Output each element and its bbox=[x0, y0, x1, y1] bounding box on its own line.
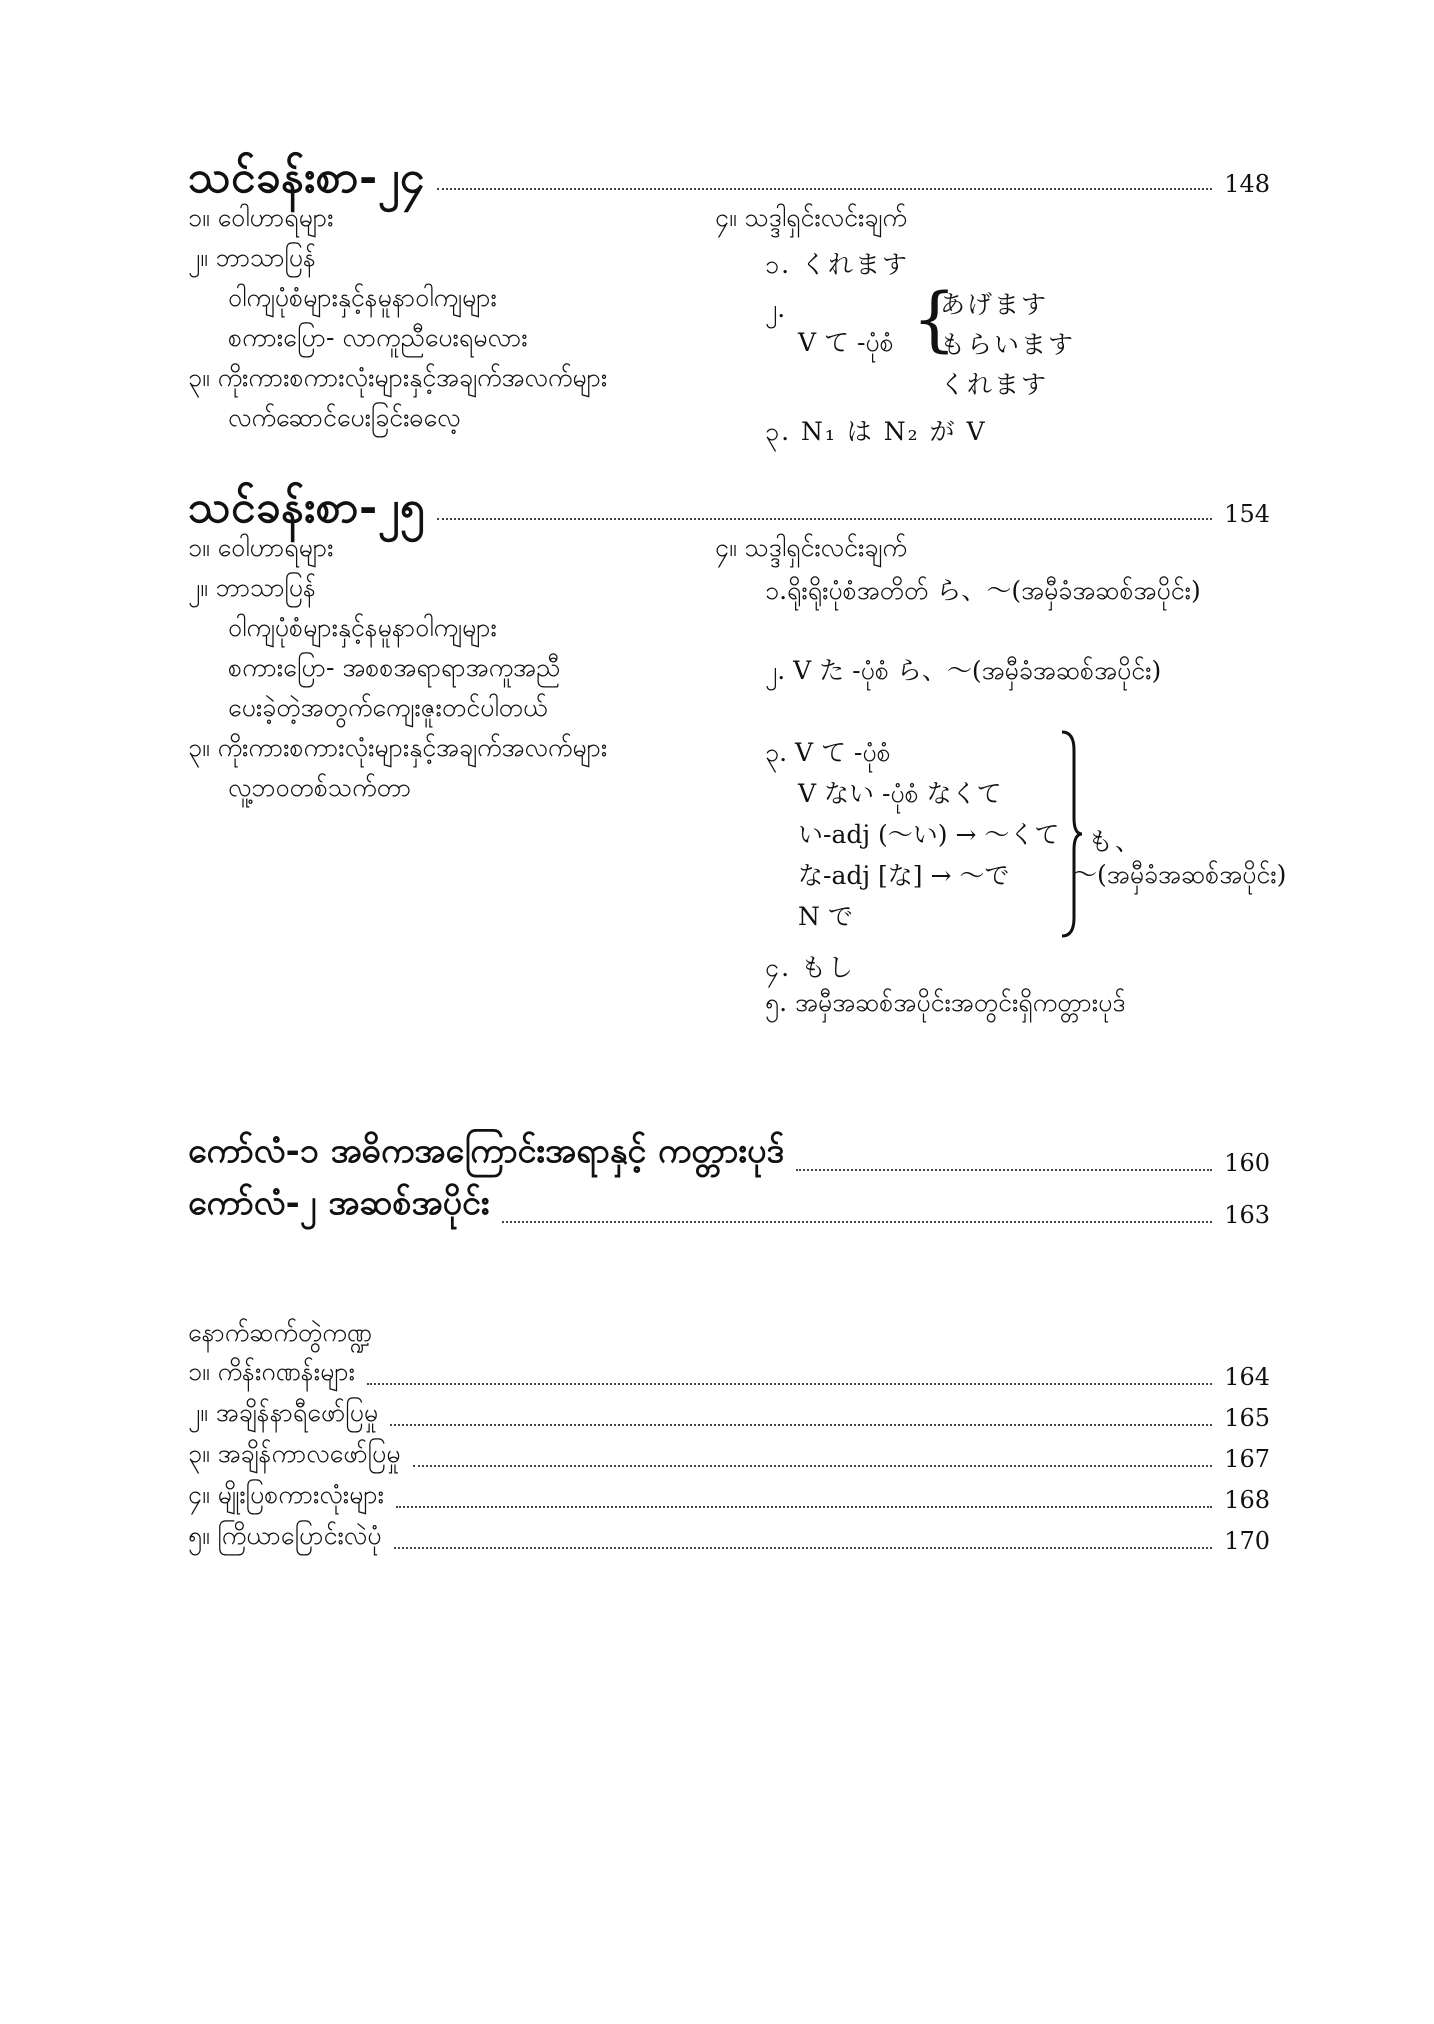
toc-subentry[interactable]: ၁.ရိုးရိုးပုံစံအတိတ် ら、～(အမှီခံအဆစ်အပိုင်း) bbox=[765, 576, 1201, 605]
toc-subentry[interactable]: ဝါကျပုံစံများနှင့်နမူနာဝါကျများ bbox=[228, 283, 497, 312]
back-matter-label: ၁။ ကိန်းဂဏန်းများ bbox=[188, 1357, 355, 1386]
closing-brace bbox=[1060, 730, 1084, 938]
toc-subentry[interactable]: ၂. V た -ပုံစံ ら、～(အမှီခံအဆစ်အပိုင်း) bbox=[765, 656, 1162, 685]
appendix-entry[interactable] bbox=[188, 1128, 1270, 1179]
verb-option: くれます bbox=[940, 370, 1049, 399]
back-matter-entry[interactable] bbox=[188, 1520, 1270, 1557]
toc-entry[interactable]: ၂။ ဘာသာပြန် bbox=[188, 573, 316, 602]
toc-subentry[interactable]: လက်ဆောင်ပေးခြင်းဓလေ့ bbox=[228, 403, 461, 432]
appendix-entry[interactable] bbox=[188, 1180, 1270, 1231]
leader-dots bbox=[390, 1424, 1212, 1426]
form-line: い-adj (～い) → ～くて bbox=[798, 820, 1060, 849]
toc-entry[interactable]: ၃။ ကိုးကားစကားလုံးများနှင့်အချက်အလက်များ bbox=[188, 363, 608, 392]
back-matter-page: 168 bbox=[1224, 1486, 1270, 1514]
lesson-25-heading[interactable] bbox=[188, 470, 1270, 533]
back-matter-page: 164 bbox=[1224, 1363, 1270, 1391]
appendix-page: 163 bbox=[1224, 1201, 1270, 1229]
form-line: N で bbox=[798, 902, 853, 931]
toc-subentry[interactable]: ၁. くれます bbox=[765, 250, 909, 279]
back-matter-heading: နောက်ဆက်တွဲကဏ္ဍ bbox=[188, 1318, 372, 1347]
back-matter-label: ၄။ မျိုးပြစကားလုံးများ bbox=[188, 1480, 385, 1509]
back-matter-entry[interactable] bbox=[188, 1356, 1270, 1393]
back-matter-entry[interactable] bbox=[188, 1397, 1270, 1434]
leader-dots bbox=[796, 1169, 1212, 1171]
verb-option: あげます bbox=[940, 290, 1049, 319]
toc-subentry[interactable]: ၃. N₁ は N₂ が V bbox=[765, 417, 987, 446]
leader-dots bbox=[437, 518, 1212, 520]
toc-subentry[interactable]: ၃. V て -ပုံစံ bbox=[765, 738, 891, 767]
lesson-24-heading[interactable] bbox=[188, 140, 1270, 203]
back-matter-label: ၅။ ကြိယာပြောင်းလဲပုံ bbox=[188, 1521, 382, 1550]
lesson-25-page: 154 bbox=[1224, 500, 1270, 528]
leader-dots bbox=[437, 188, 1212, 190]
back-matter-page: 170 bbox=[1224, 1527, 1270, 1555]
back-matter-page: 167 bbox=[1224, 1445, 1270, 1473]
toc-subentry[interactable]: လူ့ဘဝတစ်သက်တာ bbox=[228, 773, 412, 802]
leader-dots bbox=[502, 1221, 1213, 1223]
toc-subentry-number: ၂. bbox=[765, 294, 786, 323]
back-matter-page: 165 bbox=[1224, 1404, 1270, 1432]
toc-entry[interactable]: ၂။ ဘာသာပြန် bbox=[188, 243, 316, 272]
back-matter-label: ၂။ အချိန်နာရီဖော်ပြမှု bbox=[188, 1398, 379, 1427]
lesson-24-title: သင်ခန်းစာ-၂၄ bbox=[188, 152, 426, 203]
back-matter-entry[interactable] bbox=[188, 1438, 1270, 1475]
form-line: な-adj [な] → ～で bbox=[798, 861, 1010, 890]
back-matter-entry[interactable] bbox=[188, 1479, 1270, 1516]
toc-subentry[interactable]: ၄. もし bbox=[765, 953, 855, 982]
lesson-24-page: 148 bbox=[1224, 170, 1270, 198]
form-line: V ない -ပုံစံ なくて bbox=[798, 779, 1002, 808]
leader-dots bbox=[367, 1383, 1212, 1385]
toc-entry[interactable]: ၁။ ဝေါဟာရများ bbox=[188, 533, 334, 562]
curly-brace: { bbox=[912, 278, 957, 360]
toc-entry[interactable]: ၃။ ကိုးကားစကားလုံးများနှင့်အချက်အလက်များ bbox=[188, 733, 608, 762]
back-matter-label: ၃။ အချိန်ကာလဖော်ပြမှု bbox=[188, 1439, 401, 1468]
form-suffix: ～(အမှီခံအဆစ်အပိုင်း) bbox=[1072, 860, 1287, 889]
appendix-label: ကော်လံ-၂ အဆစ်အပိုင်း bbox=[188, 1183, 490, 1223]
toc-subentry[interactable]: စကားပြော- အစစအရာရာအကူအညီ bbox=[228, 653, 561, 682]
toc-subentry[interactable]: ဝါကျပုံစံများနှင့်နမူနာဝါကျများ bbox=[228, 613, 497, 642]
form-suffix: も、 bbox=[1088, 827, 1143, 856]
toc-entry[interactable]: ၄။ သဒ္ဒါရှင်းလင်းချက် bbox=[715, 533, 907, 562]
toc-subentry[interactable]: ၅. အမှီအဆစ်အပိုင်းအတွင်းရှိကတ္တားပုဒ် bbox=[765, 988, 1126, 1017]
toc-subentry[interactable]: V て -ပုံစံ bbox=[798, 328, 894, 357]
leader-dots bbox=[413, 1465, 1213, 1467]
appendix-label: ကော်လံ-၁ အဓိကအကြောင်းအရာနှင့် ကတ္တားပုဒ် bbox=[188, 1131, 785, 1171]
toc-subentry[interactable]: ပေးခဲ့တဲ့အတွက်ကျေးဇူးတင်ပါတယ် bbox=[228, 693, 548, 722]
toc-subentry[interactable]: စကားပြော- လာကူညီပေးရမလား bbox=[228, 323, 528, 352]
appendix-page: 160 bbox=[1224, 1149, 1270, 1177]
toc-entry[interactable]: ၁။ ဝေါဟာရများ bbox=[188, 203, 334, 232]
toc-entry[interactable]: ၄။ သဒ္ဒါရှင်းလင်းချက် bbox=[715, 203, 907, 232]
leader-dots bbox=[396, 1506, 1212, 1508]
leader-dots bbox=[394, 1547, 1213, 1549]
lesson-25-title: သင်ခန်းစာ-၂၅ bbox=[188, 482, 426, 533]
verb-option: もらいます bbox=[940, 330, 1076, 359]
